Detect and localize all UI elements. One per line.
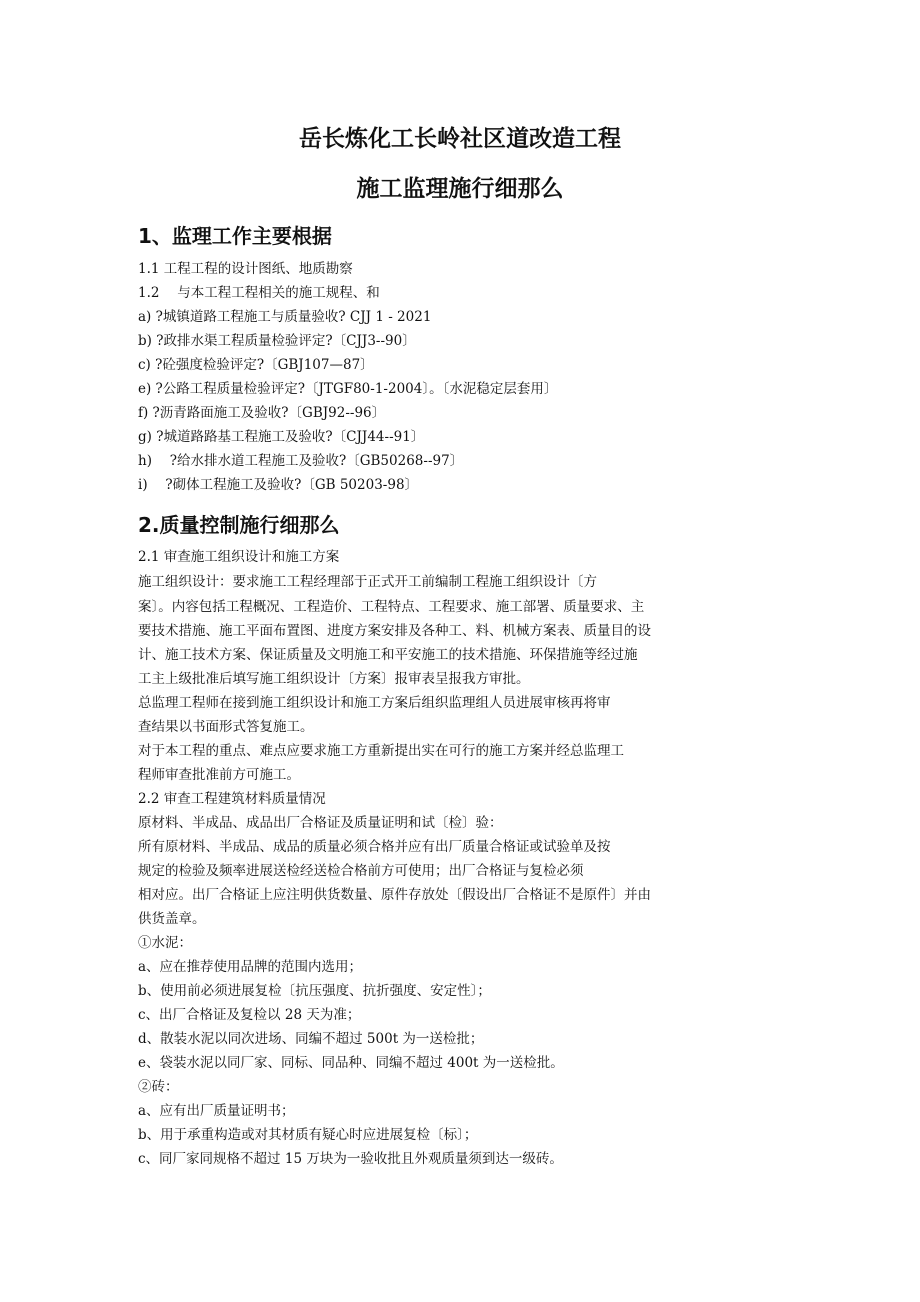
section-2-line: 施工组织设计：要求施工工程经理部于正式开工前编制工程施工组织设计〔方 xyxy=(138,574,597,590)
section-1-line: i) ?砌体工程施工及验收?〔GB 50203-98〕 xyxy=(138,477,419,493)
section-2-line: 2.1 审查施工组织设计和施工方案 xyxy=(138,549,340,565)
section-2-line: e、袋装水泥以同厂家、同标、同品种、同编不超过 400t 为一送检批。 xyxy=(138,1055,564,1071)
section-2-line: 对于本工程的重点、难点应要求施工方重新提出实在可行的施工方案并经总监理工 xyxy=(138,743,624,759)
document-title: 岳长炼化工长岭社区道改造工程 xyxy=(299,126,621,152)
section-2-line: 供货盖章。 xyxy=(138,911,206,927)
section-1-line: c) ?砼强度检验评定?〔GBJ107—87〕 xyxy=(138,357,374,373)
section-2-line: c、出厂合格证及复检以 28 天为准； xyxy=(138,1007,361,1023)
section-2-line: 计、施工技术方案、保证质量及文明施工和平安施工的技术措施、环保措施等经过施 xyxy=(138,647,638,663)
section-2-line: 程师审查批准前方可施工。 xyxy=(138,767,300,783)
document-subtitle: 施工监理施行细那么 xyxy=(356,176,564,202)
section-2-line: 案〕。内容包括工程概况、工程造价、工程特点、工程要求、施工部署、质量要求、主 xyxy=(138,599,645,615)
section-2-line: 工主上级批准后填写施工组织设计〔方案〕报审表呈报我方审批。 xyxy=(138,671,530,687)
section-1-line: e) ?公路工程质量检验评定?〔JTGF80-1-2004〕。〔水泥稳定层套用〕 xyxy=(138,381,558,397)
section-2-line: ②砖： xyxy=(138,1079,179,1095)
section-2-line: 要技术措施、施工平面布置图、进度方案安排及各种工、料、机械方案表、质量目的设 xyxy=(138,623,651,639)
section-1-line: h) ?给水排水道工程施工及验收?〔GB50268--97〕 xyxy=(138,453,464,469)
section-2-line: b、使用前必须进展复检〔抗压强度、抗折强度、安定性〕； xyxy=(138,983,491,999)
section-2-line: a、应有出厂质量证明书； xyxy=(138,1103,295,1119)
section-2-line: 2.2 审查工程建筑材料质量情况 xyxy=(138,791,326,807)
section-2-line: 所有原材料、半成品、成品的质量必须合格并应有出厂质量合格证或试验单及按 xyxy=(138,839,611,855)
section-2-line: 相对应。出厂合格证上应注明供货数量、原件存放处〔假设出厂合格证不是原件〕并由 xyxy=(138,887,651,903)
section-1-line: g) ?城道路路基工程施工及验收?〔CJJ44--91〕 xyxy=(138,429,425,445)
section-2-line: c、同厂家同规格不超过 15 万块为一验收批且外观质量须到达一级砖。 xyxy=(138,1151,563,1167)
section-2-line: 规定的检验及频率进展送检经送检合格前方可使用；出厂合格证与复检必须 xyxy=(138,863,584,879)
section-2-line: d、散装水泥以同次进场、同编不超过 500t 为一送检批； xyxy=(138,1031,484,1047)
section-2-line: 总监理工程师在接到施工组织设计和施工方案后组织监理组人员进展审核再将审 xyxy=(138,695,611,711)
section-1-line: f) ?沥青路面施工及验收?〔GBJ92--96〕 xyxy=(138,405,386,421)
section-1-line: b) ?政排水渠工程质量检验评定?〔CJJ3--90〕 xyxy=(138,333,416,349)
section-1-line: 1.1 工程工程的设计图纸、地质勘察 xyxy=(138,261,353,277)
section-2-line: 原材料、半成品、成品出厂合格证及质量证明和试〔检〕验： xyxy=(138,815,503,831)
section-1-line: 1.2 与本工程工程相关的施工规程、和 xyxy=(138,285,380,301)
section-2-line: 查结果以书面形式答复施工。 xyxy=(138,719,314,735)
section-2-line: a、应在推荐使用品牌的范围内选用； xyxy=(138,959,363,975)
section-2-line: ①水泥： xyxy=(138,935,192,951)
section-2-heading: 2.质量控制施行细那么 xyxy=(138,513,340,537)
section-1-line: a) ?城镇道路工程施工与质量验收? CJJ 1 - 2021 xyxy=(138,309,432,325)
section-1-heading: 1、监理工作主要根据 xyxy=(138,224,332,248)
section-2-line: b、用于承重构造或对其材质有疑心时应进展复检〔标〕； xyxy=(138,1127,478,1143)
